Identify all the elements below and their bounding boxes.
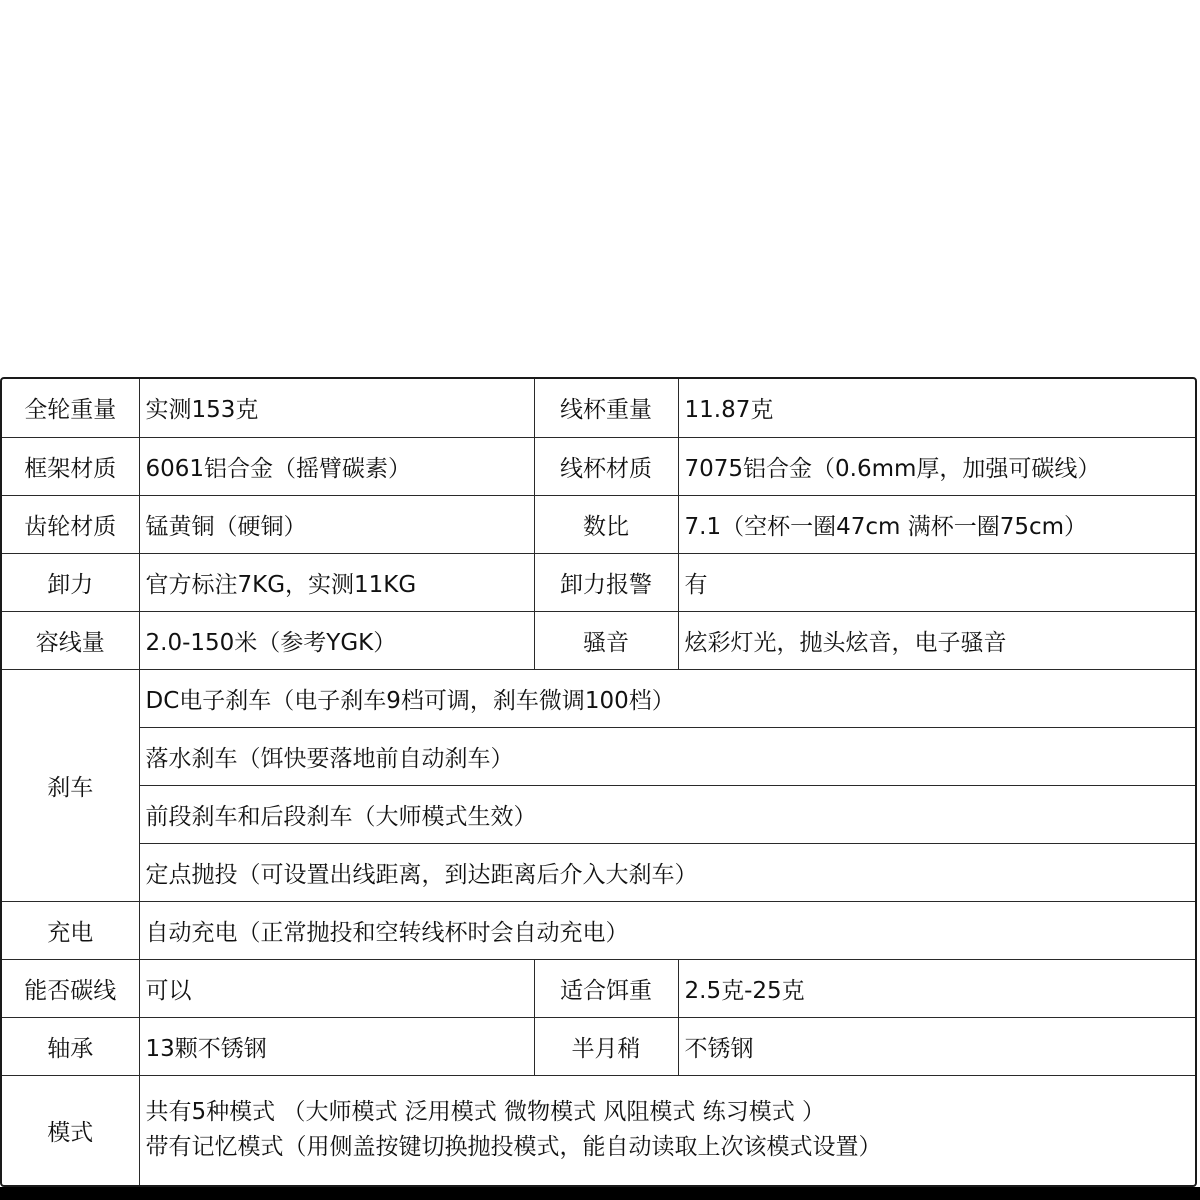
value-half-moon: 不锈钢 bbox=[678, 1017, 1195, 1075]
table-row bbox=[2, 1017, 1195, 1075]
value-spool-weight: 11.87克 bbox=[678, 379, 1195, 437]
table-row bbox=[2, 1075, 1195, 1185]
label-total-weight: 全轮重量 bbox=[2, 379, 139, 437]
label-drag: 卸力 bbox=[2, 553, 139, 611]
brake-item: 前段刹车和后段刹车（大师模式生效） bbox=[139, 785, 1195, 843]
label-drag-alarm: 卸力报警 bbox=[534, 553, 678, 611]
value-drag: 官方标注7KG，实测11KG bbox=[139, 553, 534, 611]
bottom-edge-bar bbox=[0, 1187, 1200, 1200]
label-lure-weight: 适合饵重 bbox=[534, 959, 678, 1017]
label-spool-weight: 线杯重量 bbox=[534, 379, 678, 437]
table-row bbox=[2, 843, 1195, 901]
table-row bbox=[2, 959, 1195, 1017]
value-charging: 自动充电（正常抛投和空转线杯时会自动充电） bbox=[139, 901, 1195, 959]
table-row bbox=[2, 727, 1195, 785]
value-braid-capable: 可以 bbox=[139, 959, 534, 1017]
label-brake: 刹车 bbox=[2, 669, 139, 901]
label-line-capacity: 容线量 bbox=[2, 611, 139, 669]
brake-item: DC电子刹车（电子刹车9档可调，刹车微调100档） bbox=[139, 669, 1195, 727]
spec-table-container bbox=[0, 377, 1197, 1187]
value-line-capacity: 2.0-150米（参考YGK） bbox=[139, 611, 534, 669]
label-gear-ratio: 数比 bbox=[534, 495, 678, 553]
label-effects: 骚音 bbox=[534, 611, 678, 669]
value-gear-material: 锰黄铜（硬铜） bbox=[139, 495, 534, 553]
value-effects: 炫彩灯光，抛头炫音，电子骚音 bbox=[678, 611, 1195, 669]
value-spool-material: 7075铝合金（0.6mm厚，加强可碳线） bbox=[678, 437, 1195, 495]
value-lure-weight: 2.5克-25克 bbox=[678, 959, 1195, 1017]
value-frame-material: 6061铝合金（摇臂碳素） bbox=[139, 437, 534, 495]
table-row bbox=[2, 901, 1195, 959]
table-row bbox=[2, 437, 1195, 495]
brake-item: 定点抛投（可设置出线距离，到达距离后介入大刹车） bbox=[139, 843, 1195, 901]
label-spool-material: 线杯材质 bbox=[534, 437, 678, 495]
value-mode bbox=[139, 1075, 1195, 1185]
label-braid-capable: 能否碳线 bbox=[2, 959, 139, 1017]
mode-line: 共有5种模式 （大师模式 泛用模式 微物模式 风阻模式 练习模式 ） bbox=[145, 1099, 825, 1126]
value-drag-alarm: 有 bbox=[678, 553, 1195, 611]
table-row bbox=[2, 553, 1195, 611]
table-row bbox=[2, 379, 1195, 437]
label-frame-material: 框架材质 bbox=[2, 437, 139, 495]
value-bearings: 13颗不锈钢 bbox=[139, 1017, 534, 1075]
table-row bbox=[2, 495, 1195, 553]
label-mode: 模式 bbox=[2, 1075, 139, 1185]
label-bearings: 轴承 bbox=[2, 1017, 139, 1075]
value-gear-ratio: 7.1（空杯一圈47cm 满杯一圈75cm） bbox=[678, 495, 1195, 553]
label-half-moon: 半月稍 bbox=[534, 1017, 678, 1075]
table-row bbox=[2, 611, 1195, 669]
mode-line: 带有记忆模式（用侧盖按键切换抛投模式，能自动读取上次该模式设置） bbox=[145, 1134, 882, 1161]
label-gear-material: 齿轮材质 bbox=[2, 495, 139, 553]
table-row bbox=[2, 785, 1195, 843]
brake-item: 落水刹车（饵快要落地前自动刹车） bbox=[139, 727, 1195, 785]
label-charging: 充电 bbox=[2, 901, 139, 959]
value-total-weight: 实测153克 bbox=[139, 379, 534, 437]
spec-table bbox=[2, 379, 1195, 1185]
table-row bbox=[2, 669, 1195, 727]
